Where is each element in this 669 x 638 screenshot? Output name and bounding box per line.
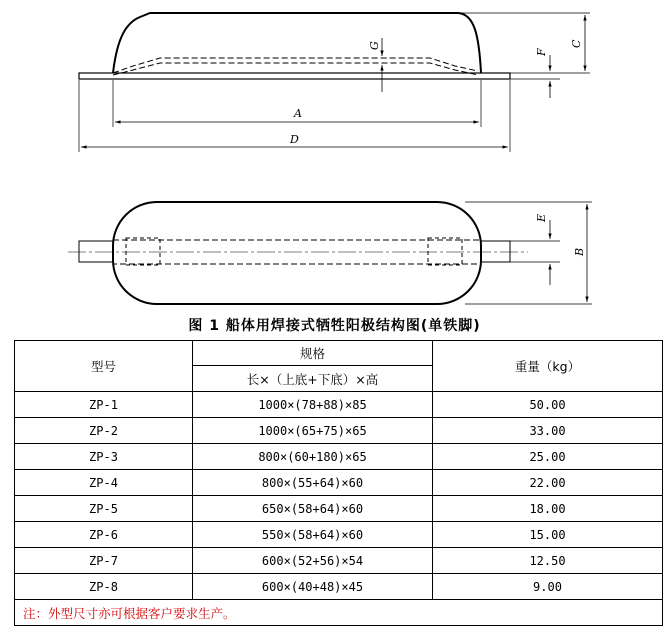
cell-spec: 600×(52+56)×54 — [193, 548, 433, 574]
cell-weight: 18.00 — [433, 496, 663, 522]
table-row — [15, 496, 663, 522]
dim-label-f: F — [535, 48, 548, 56]
cell-weight: 9.00 — [433, 574, 663, 600]
header-model: 型号 — [15, 341, 193, 392]
anode-body-top — [113, 202, 481, 304]
cell-model: ZP-2 — [15, 418, 193, 444]
cell-spec: 1000×(65+75)×65 — [193, 418, 433, 444]
table-row — [15, 470, 663, 496]
cell-model: ZP-6 — [15, 522, 193, 548]
foot-right — [481, 241, 510, 262]
anode-body-side — [113, 13, 481, 73]
cell-spec: 1000×(78+88)×85 — [193, 392, 433, 418]
cell-weight: 15.00 — [433, 522, 663, 548]
steel-foot-plate — [79, 73, 510, 79]
cell-model: ZP-1 — [15, 392, 193, 418]
cell-spec: 550×(58+64)×60 — [193, 522, 433, 548]
steel-core-side — [113, 58, 478, 73]
dim-label-d: D — [290, 133, 299, 146]
cell-model: ZP-5 — [15, 496, 193, 522]
table-row — [15, 522, 663, 548]
side-view — [79, 13, 590, 152]
header-weight: 重量（kg） — [433, 341, 663, 392]
dim-label-a: A — [294, 107, 302, 120]
cell-weight: 22.00 — [433, 470, 663, 496]
dim-label-c: C — [570, 39, 583, 48]
cell-model: ZP-4 — [15, 470, 193, 496]
table-row — [15, 574, 663, 600]
spec-table — [14, 340, 663, 626]
table-row — [15, 392, 663, 418]
dim-label-g: G — [368, 41, 381, 50]
header-spec-sub: 长×（上底+下底）×高 — [193, 366, 433, 392]
cell-spec: 800×(60+180)×65 — [193, 444, 433, 470]
cell-spec: 650×(58+64)×60 — [193, 496, 433, 522]
dim-label-e: E — [535, 213, 548, 222]
cell-model: ZP-8 — [15, 574, 193, 600]
top-view — [68, 202, 592, 304]
table-row — [15, 444, 663, 470]
figure-caption: 图 1 船体用焊接式牺牲阳极结构图(单铁脚) — [188, 318, 481, 334]
cell-weight: 50.00 — [433, 392, 663, 418]
table-row — [15, 418, 663, 444]
table-row — [15, 548, 663, 574]
cell-model: ZP-7 — [15, 548, 193, 574]
dim-label-b: B — [573, 247, 586, 256]
cell-spec: 800×(55+64)×60 — [193, 470, 433, 496]
header-spec: 规格 — [193, 341, 433, 366]
cell-weight: 12.50 — [433, 548, 663, 574]
footnote: 注：外型尺寸亦可根据客户要求生产。 — [15, 600, 663, 626]
cell-weight: 33.00 — [433, 418, 663, 444]
foot-left — [79, 241, 113, 262]
cell-weight: 25.00 — [433, 444, 663, 470]
cell-model: ZP-3 — [15, 444, 193, 470]
cell-spec: 600×(40+48)×45 — [193, 574, 433, 600]
